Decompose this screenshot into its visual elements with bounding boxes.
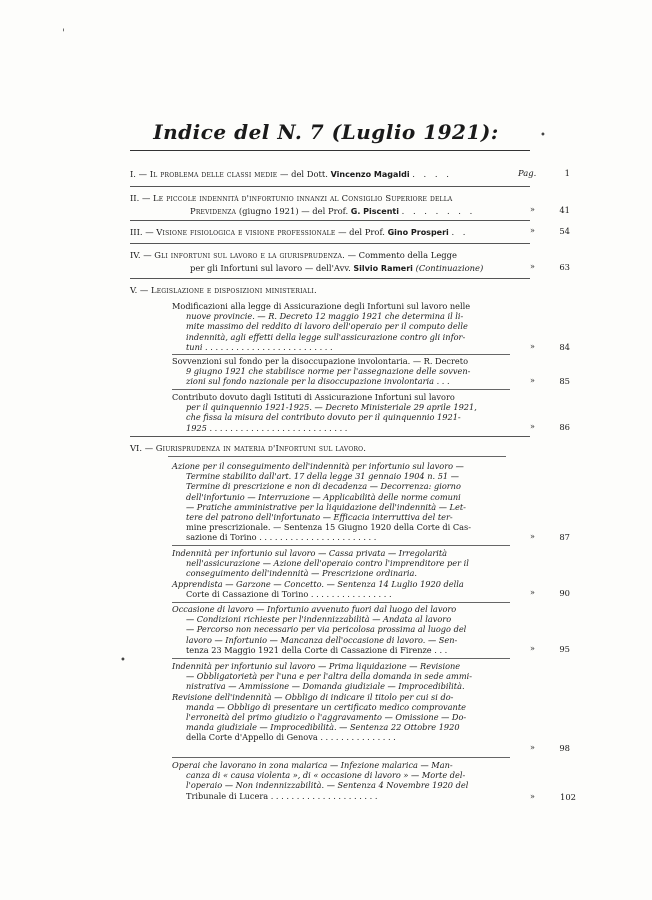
sub-line: della Corte d'Appello di Genova . . . . . . . . . . . . . . . <box>186 732 396 743</box>
sub-line: 1925 . . . . . . . . . . . . . . . . . . . . . . . . . . . <box>186 422 348 433</box>
entry-ii-line2 <box>190 205 530 218</box>
sub-line: 9 giugno 1921 che stabilisce norme per l'assegnazione delle sovven- <box>186 366 471 377</box>
page-number: 90 <box>559 588 570 598</box>
ditto-mark: » <box>530 205 535 214</box>
page-number: 86 <box>559 422 570 432</box>
sub-separator <box>172 389 510 390</box>
entry-note: (Continuazione) <box>415 263 484 273</box>
sub-separator <box>172 757 510 758</box>
sub-line: Modificazioni alla legge di Assicurazione degli Infortuni sul lavoro nelle <box>172 301 471 311</box>
entry-roman: II. <box>130 193 140 203</box>
sub-line: sazione di Torino . . . . . . . . . . . . . . . . . . . . . . . <box>186 532 377 543</box>
sub-line: Termine stabilito dall'art. 17 della legge 31 gennaio 1904 n. 51 — <box>186 471 459 482</box>
sub-line: nuove provincie. — R. Decreto 12 maggio 1921 che determina il li- <box>186 311 464 322</box>
sub-line: nistrativa — Ammissione — Domanda giudiziale — Improcedibilità. <box>186 681 465 692</box>
entry-roman: I. <box>130 169 136 179</box>
sub-line: — Obbligatorietà per l'una e per l'altra della domanda in sede ammi- <box>186 671 472 682</box>
section-v-item-3 <box>172 392 510 433</box>
section-vi-item-5 <box>172 760 510 801</box>
sub-line: Indennità per infortunio sul lavoro — Cassa privata — Irregolarità <box>172 548 448 558</box>
sub-separator <box>172 354 510 355</box>
section-title: Giurisprudenza in materia d'Infortuni sul lavoro. <box>155 443 367 453</box>
ditto-mark: » <box>530 262 535 271</box>
entry-title-cont: — Commento della Legge <box>347 250 457 260</box>
entry-roman: III. <box>130 227 143 237</box>
sub-line: che fissa la misura del contributo dovuto per il quinquennio 1921- <box>186 412 461 423</box>
entry-separator <box>130 436 530 437</box>
entry-dots: . . <box>451 227 469 237</box>
sub-line: dell'infortunio — Interruzione — Applicabilità delle norme comuni <box>186 491 461 502</box>
entry-title: Il problema delle classi medie <box>149 169 278 179</box>
sub-line: Tribunale di Lucera . . . . . . . . . . . . . . . . . . . . . <box>186 790 378 801</box>
sub-line: — Condizioni richieste per l'indennizzabilità — Andata al lavoro <box>186 614 452 625</box>
entry-iv: IV. — Gli infortuni sul lavoro e la giurisprudenza. — Commento della Legge <box>130 250 457 260</box>
sub-line: — Percorso non necessario per via pericolosa prossima al luogo del <box>186 624 467 635</box>
sub-line: l'erroneità del primo giudizio o l'aggravamento — Omissione — Do- <box>186 712 467 723</box>
sub-line: lavoro — Infortunio — Mancanza dell'occasione di lavoro. — Sen- <box>186 634 458 645</box>
ditto-mark: » <box>530 743 535 752</box>
sub-line: canza di « causa violenta », di « occasione di lavoro » — Morte del- <box>186 770 466 781</box>
ditto-mark: » <box>530 422 535 431</box>
page-number: 85 <box>559 376 570 386</box>
entry-ii: II. — Le piccole indennità d'infortunio innanzi al Consiglio Superiore della <box>130 193 453 203</box>
section-vi-item-2 <box>172 548 510 599</box>
sub-line: tuni . . . . . . . . . . . . . . . . . . . . . . . . . <box>186 341 333 352</box>
sub-line: conseguimento dell'indennità — Prescrizione ordinaria. <box>186 568 417 579</box>
entry-dots: . . . . . . . <box>401 206 476 216</box>
entry-title-cont: per gli Infortuni sul lavoro — dell'Avv. <box>190 263 351 273</box>
entry-author: Gino Prosperi <box>387 228 449 237</box>
entry-i: I. — Il problema delle classi medie — del Dott. Vincenzo Magaldi . . . . <box>130 169 452 179</box>
section-v-item-2 <box>172 356 510 387</box>
sub-line: Indennità per infortunio sul lavoro — Prima liquidazione — Revisione <box>172 661 461 671</box>
sub-line: mite massimo del reddito di lavoro dell'operaio per il computo delle <box>186 321 468 332</box>
section-v-header: V. — Legislazione e disposizioni ministeriali. <box>130 285 317 295</box>
section-vi-header: VI. — Giurisprudenza in materia d'Infortuni sul lavoro. <box>130 443 367 453</box>
sub-line: tere del patrono dell'infortunato — Efficacia interruttiva del ter- <box>186 512 453 523</box>
page-number: 102 <box>560 792 576 802</box>
sub-line: Contributo dovuto dagli Istituti di Assicurazione Infortuni sul lavoro <box>172 392 455 402</box>
sub-separator <box>168 456 506 457</box>
sub-separator <box>172 658 510 659</box>
entry-author: Silvio Rameri <box>353 264 413 273</box>
entry-separator <box>130 220 530 221</box>
sub-line: Apprendista — Garzone — Concetto. — Sentenza 14 Luglio 1920 della <box>172 578 464 589</box>
entry-author: Vincenzo Magaldi <box>330 170 410 179</box>
section-vi-item-3 <box>172 604 510 655</box>
entry-title: Visione fisiologica e visione professionale <box>156 227 336 237</box>
pag-label: Pag. <box>518 168 537 178</box>
ditto-mark: » <box>530 532 535 541</box>
entry-dots: . . . . <box>412 169 452 179</box>
page-number: 84 <box>559 342 570 352</box>
sub-line: zioni sul fondo nazionale per la disoccupazione involontaria . . . <box>186 376 450 387</box>
title-rule <box>130 150 530 151</box>
entry-iii: III. — Visione fisiologica e visione professionale — del Prof. Gino Prosperi . . <box>130 227 469 237</box>
ditto-mark: » <box>530 792 535 801</box>
page-number: 41 <box>559 205 570 215</box>
sub-line: Occasione di lavoro — Infortunio avvenuto fuori dal luogo del lavoro <box>172 604 457 614</box>
entry-separator <box>130 186 530 187</box>
entry-author-prefix: — del Dott. <box>280 169 328 179</box>
sub-line: mine prescrizionale. — Sentenza 15 Giugno 1920 della Corte di Cas- <box>186 522 471 533</box>
ditto-mark: » <box>530 644 535 653</box>
ditto-mark: » <box>530 342 535 351</box>
entry-title: Gli infortuni sul lavoro e la giurisprudenza. <box>154 250 345 260</box>
sub-line: Operai che lavorano in zona malarica — Infezione malarica — Man- <box>172 760 453 770</box>
page-number: 54 <box>559 226 570 236</box>
page-number: 95 <box>559 644 570 654</box>
ditto-mark: » <box>530 588 535 597</box>
section-v-item-1 <box>172 301 510 352</box>
sub-line: — Pratiche amministrative per la liquidazione dell'indennità — Let- <box>186 501 466 512</box>
sub-line: tenza 23 Maggio 1921 della Corte di Cassazione di Firenze . . . <box>186 644 448 655</box>
scan-speck: • <box>120 655 126 666</box>
sub-separator <box>172 545 510 546</box>
entry-title: Le piccole indennità d'infortunio innanzi al Consiglio Superiore della <box>152 193 453 203</box>
sub-separator <box>172 602 510 603</box>
page-number: 63 <box>559 262 570 272</box>
sub-line: l'operaio — Non indennizzabilità. — Sentenza 4 Novembre 1920 del <box>186 780 469 791</box>
page-title: Indice del N. 7 (Luglio 1921): <box>153 120 499 144</box>
sub-line: Revisione dell'indennità — Obbligo di indicare il titolo per cui si do- <box>172 691 454 702</box>
sub-line: Sovvenzioni sul fondo per la disoccupazione involontaria. — R. Decreto <box>172 356 469 366</box>
entry-author-prefix: — del Prof. <box>338 227 385 237</box>
sub-line: Termine di prescrizione e non di decadenza — Decorrenza: giorno <box>186 481 461 492</box>
entry-separator <box>130 243 530 244</box>
sub-line: manda giudiziale — Improcedibilità. — Sentenza 22 Ottobre 1920 <box>186 722 460 733</box>
entry-roman: IV. <box>130 250 141 260</box>
section-vi-item-1 <box>172 461 510 543</box>
sub-line: nell'assicurazione — Azione dell'operaio contro l'imprenditore per il <box>186 558 469 569</box>
entry-iv-line2 <box>190 262 530 275</box>
entry-title-note: (giugno 1921) — del Prof. <box>238 206 349 216</box>
entry-separator <box>130 278 530 279</box>
entry-roman: VI. <box>130 443 143 453</box>
page-number: 1 <box>564 168 570 178</box>
sub-line: manda — Obbligo di presentare un certificato medico comprovante <box>186 701 466 712</box>
section-title: Legislazione e disposizioni ministeriali. <box>150 285 317 295</box>
section-vi-item-4 <box>172 661 510 743</box>
entry-roman: V. <box>130 285 138 295</box>
ditto-mark: » <box>530 376 535 385</box>
scan-speck: ' <box>62 28 65 39</box>
sub-line: indennità, agli effetti della legge sull'assicurazione contro gli infor- <box>186 331 466 342</box>
page-number: 87 <box>559 532 570 542</box>
entry-author: G. Piscenti <box>350 207 399 216</box>
sub-line: Corte di Cassazione di Torino . . . . . . . . . . . . . . . . <box>186 588 392 599</box>
sub-line: Azione per il conseguimento dell'indennità per infortunio sul lavoro — <box>172 461 464 471</box>
page-number: 98 <box>559 743 570 753</box>
scan-speck: • <box>540 130 546 141</box>
entry-title-cont: Previdenza <box>190 206 237 216</box>
ditto-mark: » <box>530 226 535 235</box>
sub-line: per il quinquennio 1921-1925. — Decreto Ministeriale 29 aprile 1921, <box>186 402 477 413</box>
